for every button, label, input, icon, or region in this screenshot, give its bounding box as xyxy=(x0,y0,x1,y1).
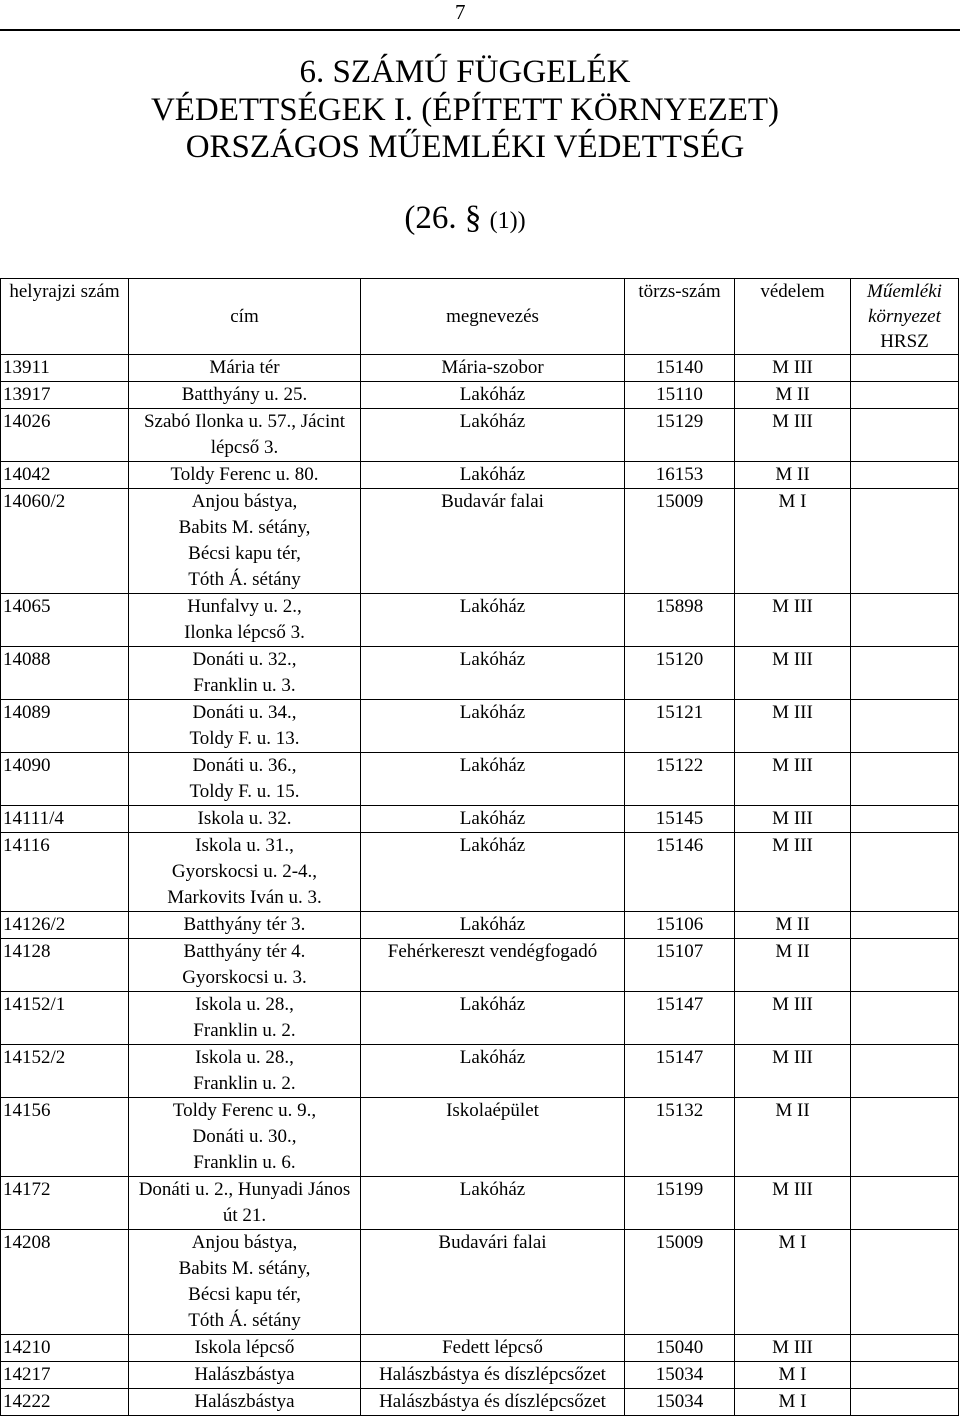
table-header xyxy=(1,279,959,355)
register-cell: 15147 xyxy=(625,1045,735,1098)
address-cell xyxy=(129,1335,361,1362)
env-hrsz-cell xyxy=(851,1098,959,1177)
table-row xyxy=(1,992,959,1045)
hrsz-cell: 14152/2 xyxy=(1,1045,129,1098)
hrsz-cell: 13911 xyxy=(1,355,129,382)
hrsz-cell: 14116 xyxy=(1,833,129,912)
address-line: Markovits Iván u. 3. xyxy=(167,887,322,908)
hrsz-cell: 14128 xyxy=(1,939,129,992)
address-cell xyxy=(129,806,361,833)
col-register: törzs-szám xyxy=(625,279,735,355)
register-cell: 15009 xyxy=(625,489,735,594)
table-row xyxy=(1,1389,959,1416)
table-row xyxy=(1,355,959,382)
protection-cell: M III xyxy=(735,409,851,462)
address-line: Donáti u. 30., xyxy=(192,1126,297,1147)
register-cell: 15121 xyxy=(625,700,735,753)
register-cell: 15040 xyxy=(625,1335,735,1362)
address-line: Franklin u. 3. xyxy=(193,675,296,696)
address-line: Iskola u. 32. xyxy=(197,808,292,829)
env-hrsz-cell xyxy=(851,489,959,594)
name-cell: Lakóház xyxy=(361,1177,625,1230)
name-cell: Lakóház xyxy=(361,647,625,700)
register-cell: 15129 xyxy=(625,409,735,462)
protection-cell: M III xyxy=(735,1177,851,1230)
protection-cell: M I xyxy=(735,1389,851,1416)
table-body xyxy=(1,355,959,1416)
protection-cell: M III xyxy=(735,806,851,833)
register-cell: 15009 xyxy=(625,1230,735,1335)
env-hrsz-cell xyxy=(851,833,959,912)
hrsz-cell: 14060/2 xyxy=(1,489,129,594)
address-line: Donáti u. 2., Hunyadi János xyxy=(138,1179,351,1200)
table-row xyxy=(1,700,959,753)
address-line: Babits M. sétány, xyxy=(178,517,311,538)
address-cell xyxy=(129,594,361,647)
protection-cell: M II xyxy=(735,912,851,939)
address-line: Gyorskocsi u. 2-4., xyxy=(171,861,318,882)
register-cell: 15110 xyxy=(625,382,735,409)
address-line: Anjou bástya, xyxy=(191,1232,298,1253)
address-line: Iskola lépcső xyxy=(194,1337,295,1358)
hrsz-cell: 14090 xyxy=(1,753,129,806)
table-row xyxy=(1,1230,959,1335)
name-cell: Iskolaépület xyxy=(361,1098,625,1177)
name-cell: Lakóház xyxy=(361,409,625,462)
address-cell xyxy=(129,939,361,992)
address-line: Tóth Á. sétány xyxy=(188,1310,301,1331)
address-line: Mária tér xyxy=(209,357,280,378)
protection-cell: M III xyxy=(735,355,851,382)
env-hrsz-cell xyxy=(851,1045,959,1098)
env-hrsz-cell xyxy=(851,647,959,700)
address-line: Iskola u. 28., xyxy=(195,1047,294,1068)
address-line: Toldy Ferenc u. 80. xyxy=(170,464,319,485)
register-cell: 15120 xyxy=(625,647,735,700)
address-line: Franklin u. 6. xyxy=(193,1152,296,1173)
hrsz-cell: 14172 xyxy=(1,1177,129,1230)
name-cell: Halászbástya és díszlépcsőzet xyxy=(361,1389,625,1416)
address-line: Ilonka lépcső 3. xyxy=(184,622,305,643)
address-cell xyxy=(129,1177,361,1230)
col-name: megnevezés xyxy=(361,279,625,355)
address-cell xyxy=(129,833,361,912)
name-cell: Mária-szobor xyxy=(361,355,625,382)
hrsz-cell: 14156 xyxy=(1,1098,129,1177)
protection-cell: M III xyxy=(735,594,851,647)
register-cell: 15122 xyxy=(625,753,735,806)
protection-cell: M III xyxy=(735,992,851,1045)
col-address: cím xyxy=(129,279,361,355)
address-cell xyxy=(129,1362,361,1389)
table-row xyxy=(1,833,959,912)
address-cell xyxy=(129,992,361,1045)
env-hrsz-cell xyxy=(851,409,959,462)
env-hrsz-cell xyxy=(851,1389,959,1416)
address-line: Hunfalvy u. 2., xyxy=(187,596,302,617)
env-hrsz-cell xyxy=(851,912,959,939)
env-hrsz-cell xyxy=(851,992,959,1045)
register-cell: 15147 xyxy=(625,992,735,1045)
name-cell: Lakóház xyxy=(361,833,625,912)
table-row xyxy=(1,806,959,833)
register-cell: 15034 xyxy=(625,1389,735,1416)
table-row xyxy=(1,647,959,700)
address-line: Toldy F. u. 13. xyxy=(189,728,300,749)
hrsz-cell: 14111/4 xyxy=(1,806,129,833)
name-cell: Lakóház xyxy=(361,806,625,833)
register-cell: 15199 xyxy=(625,1177,735,1230)
name-cell: Lakóház xyxy=(361,594,625,647)
table-row xyxy=(1,1362,959,1389)
address-line: Franklin u. 2. xyxy=(193,1020,296,1041)
protection-cell: M I xyxy=(735,1230,851,1335)
register-cell: 15107 xyxy=(625,939,735,992)
address-line: Toldy F. u. 15. xyxy=(189,781,300,802)
legal-reference xyxy=(0,200,930,240)
register-cell: 15146 xyxy=(625,833,735,912)
protection-cell: M I xyxy=(735,489,851,594)
protection-cell: M II xyxy=(735,462,851,489)
env-hrsz-cell xyxy=(851,753,959,806)
name-cell: Lakóház xyxy=(361,462,625,489)
table-row xyxy=(1,1335,959,1362)
address-line: Anjou bástya, xyxy=(191,491,298,512)
env-line-3: HRSZ xyxy=(880,331,929,352)
subsection-title: ORSZÁGOS MŰEMLÉKI VÉDETTSÉG xyxy=(185,129,745,165)
name-cell: Lakóház xyxy=(361,912,625,939)
name-cell: Lakóház xyxy=(361,992,625,1045)
address-line: Batthyány tér 3. xyxy=(183,914,306,935)
address-cell xyxy=(129,355,361,382)
table-row xyxy=(1,912,959,939)
address-line: Gyorskocsi u. 3. xyxy=(182,967,307,988)
address-cell xyxy=(129,1389,361,1416)
protection-cell: M III xyxy=(735,753,851,806)
address-line: Tóth Á. sétány xyxy=(188,569,301,590)
env-hrsz-cell xyxy=(851,1177,959,1230)
hrsz-cell: 13917 xyxy=(1,382,129,409)
protection-cell: M II xyxy=(735,382,851,409)
col-hrsz: helyrajzi szám xyxy=(1,279,129,355)
reference-sub: (1)) xyxy=(489,208,526,234)
env-hrsz-cell xyxy=(851,1335,959,1362)
address-cell xyxy=(129,409,361,462)
protection-cell: M I xyxy=(735,1362,851,1389)
hrsz-cell: 14126/2 xyxy=(1,912,129,939)
address-line: Iskola u. 31., xyxy=(195,835,294,856)
col-env-hrsz xyxy=(851,279,959,355)
address-cell xyxy=(129,382,361,409)
hrsz-cell: 14217 xyxy=(1,1362,129,1389)
name-cell: Lakóház xyxy=(361,700,625,753)
appendix-title: 6. SZÁMÚ FÜGGELÉK xyxy=(299,54,631,90)
address-line: Donáti u. 36., xyxy=(192,755,297,776)
table-row xyxy=(1,462,959,489)
env-hrsz-cell xyxy=(851,462,959,489)
address-line: Donáti u. 32., xyxy=(192,649,297,670)
register-cell: 15034 xyxy=(625,1362,735,1389)
name-cell: Fehérkereszt vendégfogadó xyxy=(361,939,625,992)
env-hrsz-cell xyxy=(851,806,959,833)
address-line: út 21. xyxy=(222,1205,267,1226)
address-cell xyxy=(129,647,361,700)
table-row xyxy=(1,409,959,462)
reference-main: (26. xyxy=(404,200,457,236)
top-rule xyxy=(0,29,960,31)
address-line: Bécsi kapu tér, xyxy=(188,543,301,564)
table-row xyxy=(1,489,959,594)
address-line: Babits M. sétány, xyxy=(178,1258,311,1279)
table-row xyxy=(1,1177,959,1230)
register-cell: 16153 xyxy=(625,462,735,489)
address-cell xyxy=(129,462,361,489)
table-row xyxy=(1,382,959,409)
hrsz-cell: 14208 xyxy=(1,1230,129,1335)
address-cell xyxy=(129,1098,361,1177)
register-cell: 15140 xyxy=(625,355,735,382)
address-cell xyxy=(129,1045,361,1098)
address-cell xyxy=(129,1230,361,1335)
env-hrsz-cell xyxy=(851,939,959,992)
address-line: lépcső 3. xyxy=(210,437,279,458)
protection-cell: M III xyxy=(735,1335,851,1362)
env-line-2: környezet xyxy=(868,306,941,327)
env-hrsz-cell xyxy=(851,700,959,753)
address-line: Batthyány u. 25. xyxy=(181,384,308,405)
address-cell xyxy=(129,489,361,594)
section-sign: § xyxy=(464,200,482,236)
hrsz-cell: 14222 xyxy=(1,1389,129,1416)
address-line: Donáti u. 34., xyxy=(192,702,297,723)
address-line: Halászbástya xyxy=(194,1391,295,1412)
address-cell xyxy=(129,700,361,753)
protection-cell: M II xyxy=(735,1098,851,1177)
table-row xyxy=(1,753,959,806)
table-row xyxy=(1,1045,959,1098)
env-line-1: Műemléki xyxy=(867,281,942,302)
protection-cell: M III xyxy=(735,1045,851,1098)
name-cell: Budavári falai xyxy=(361,1230,625,1335)
page-number: 7 xyxy=(455,0,466,24)
hrsz-cell: 14210 xyxy=(1,1335,129,1362)
section-title: VÉDETTSÉGEK I. (ÉPÍTETT KÖRNYEZET) xyxy=(150,92,780,128)
protection-table xyxy=(0,278,959,1416)
address-cell xyxy=(129,753,361,806)
register-cell: 15132 xyxy=(625,1098,735,1177)
env-hrsz-cell xyxy=(851,382,959,409)
hrsz-cell: 14065 xyxy=(1,594,129,647)
address-line: Bécsi kapu tér, xyxy=(188,1284,301,1305)
name-cell: Lakóház xyxy=(361,753,625,806)
address-cell xyxy=(129,912,361,939)
hrsz-cell: 14042 xyxy=(1,462,129,489)
name-cell: Budavár falai xyxy=(361,489,625,594)
address-line: Batthyány tér 4. xyxy=(183,941,306,962)
name-cell: Lakóház xyxy=(361,382,625,409)
table-row xyxy=(1,594,959,647)
hrsz-cell: 14026 xyxy=(1,409,129,462)
address-line: Iskola u. 28., xyxy=(195,994,294,1015)
col-protection: védelem xyxy=(735,279,851,355)
hrsz-cell: 14088 xyxy=(1,647,129,700)
address-line: Halászbástya xyxy=(194,1364,295,1385)
protection-cell: M III xyxy=(735,833,851,912)
address-line: Szabó Ilonka u. 57., Jácint xyxy=(143,411,346,432)
name-cell: Fedett lépcső xyxy=(361,1335,625,1362)
name-cell: Halászbástya és díszlépcsőzet xyxy=(361,1362,625,1389)
hrsz-cell: 14089 xyxy=(1,700,129,753)
env-hrsz-cell xyxy=(851,594,959,647)
register-cell: 15898 xyxy=(625,594,735,647)
register-cell: 15106 xyxy=(625,912,735,939)
protection-cell: M II xyxy=(735,939,851,992)
address-line: Toldy Ferenc u. 9., xyxy=(172,1100,317,1121)
protection-cell: M III xyxy=(735,700,851,753)
address-line: Franklin u. 2. xyxy=(193,1073,296,1094)
table-row xyxy=(1,1098,959,1177)
env-hrsz-cell xyxy=(851,355,959,382)
hrsz-cell: 14152/1 xyxy=(1,992,129,1045)
protection-cell: M III xyxy=(735,647,851,700)
name-cell: Lakóház xyxy=(361,1045,625,1098)
env-hrsz-cell xyxy=(851,1362,959,1389)
env-hrsz-cell xyxy=(851,1230,959,1335)
table-row xyxy=(1,939,959,992)
register-cell: 15145 xyxy=(625,806,735,833)
